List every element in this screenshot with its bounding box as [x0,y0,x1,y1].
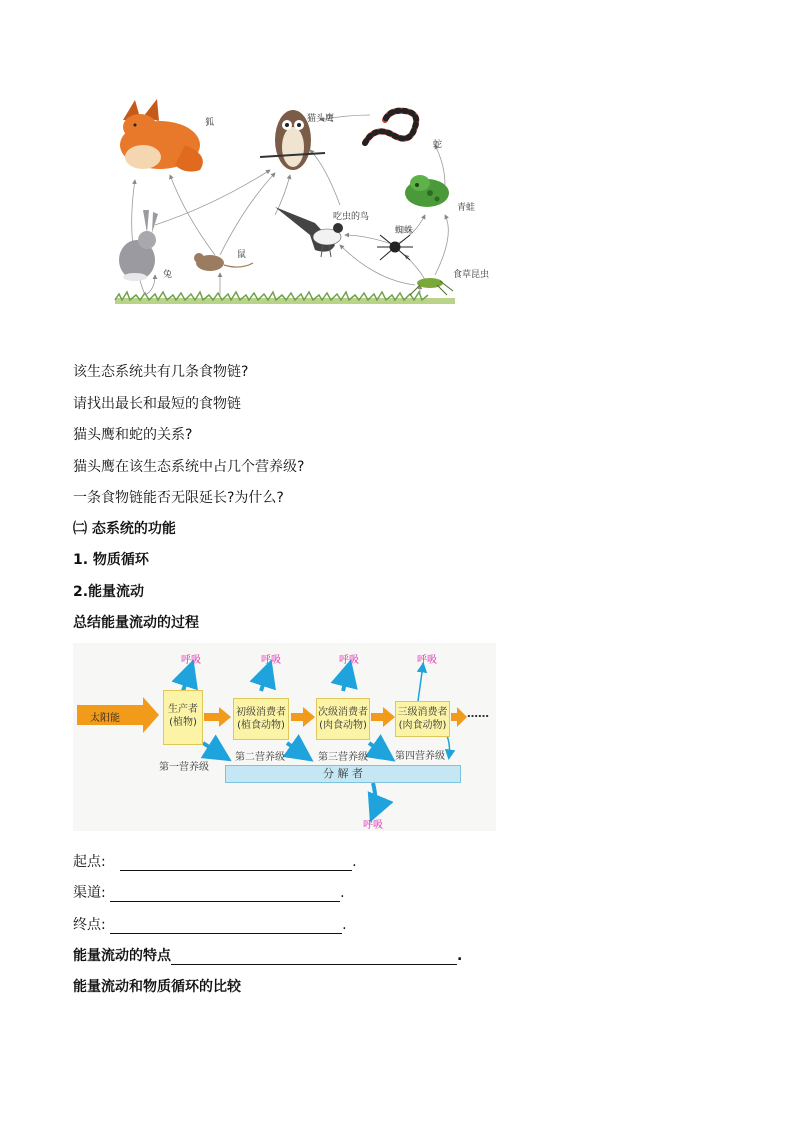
end-line [73,914,347,934]
feature-line [73,945,462,965]
spider-label: 蜘蛛 [395,226,414,236]
feature-blank[interactable] [171,950,457,965]
end-end: . [342,917,347,933]
decomposer-bar [225,765,461,783]
respiration-label-1: 呼吸 [181,655,201,666]
fox-label: 狐 [205,118,215,128]
snake-image [365,111,416,143]
respiration-label-5: 呼吸 [363,820,383,831]
mouse-label: 鼠 [237,250,247,260]
owl-label: 猫头鹰 [307,114,335,124]
feature-end: . [457,948,463,964]
respiration-label-3: 呼吸 [339,655,359,666]
primary-consumer-name: 初级消费者 [236,707,286,718]
tertiary-consumer-box [395,701,450,737]
feature-label: 能量流动的特点 [73,948,171,964]
subsection-energy-flow: 2.能量流动 [73,584,145,600]
channel-line [73,882,345,902]
secondary-consumer-box [316,698,370,740]
food-web-figure [75,95,495,310]
channel-label: 渠道: [73,885,106,901]
secondary-consumer-name: 次级消费者 [318,707,368,718]
insect-label: 食草昆虫 [453,270,490,280]
decomposer-label: 分 解 者 [323,767,363,780]
end-blank[interactable] [110,919,342,934]
question-4: 猫头鹰在该生态系统中占几个营养级? [73,459,305,475]
energy-flow-diagram [73,643,496,831]
secondary-consumer-desc: (肉食动物) [319,720,367,731]
trophic-level-3: 第三营养级 [318,752,368,763]
producer-box [163,690,203,745]
trophic-level-4: 第四营养级 [395,751,445,762]
end-label: 终点: [73,917,106,933]
comparison-heading: 能量流动和物质循环的比较 [73,979,241,995]
start-line [73,851,357,871]
frog-label: 青蛙 [457,203,476,213]
channel-blank[interactable] [110,887,340,902]
fox-image [120,99,203,172]
section-heading: ㈡ 态系统的功能 [73,521,176,537]
producer-name: 生产者 [168,704,198,715]
sun-label: 太阳能 [90,713,120,724]
primary-consumer-desc: (植食动物) [237,720,285,731]
respiration-label-4: 呼吸 [417,655,437,666]
question-1: 该生态系统共有几条食物链? [73,364,249,380]
subsection-material-cycle: 1. 物质循环 [73,552,149,568]
producer-desc: (植物) [169,717,197,728]
grasshopper-image [410,278,453,295]
bird-label: 吃虫的鸟 [333,212,370,222]
snake-label: 蛇 [433,140,443,150]
question-2: 请找出最长和最短的食物链 [73,396,241,412]
tertiary-consumer-name: 三级消费者 [397,707,448,718]
ellipsis: …… [467,707,489,720]
respiration-label-2: 呼吸 [261,655,281,666]
trophic-level-2: 第二营养级 [235,752,285,763]
start-label: 起点: [73,854,106,870]
rabbit-image [119,210,158,281]
grass-strip [115,292,455,304]
question-5: 一条食物链能否无限延长?为什么? [73,490,284,506]
primary-consumer-box [233,698,289,740]
trophic-level-1: 第一营养级 [159,762,209,773]
rabbit-label: 兔 [163,270,173,280]
frog-image [405,175,449,207]
summary-heading: 总结能量流动的过程 [73,615,199,631]
tertiary-consumer-desc: (肉食动物) [398,720,447,731]
spider-image [377,235,413,260]
channel-end: . [340,885,345,901]
start-end: . [352,854,357,870]
start-blank[interactable] [120,856,352,871]
question-3: 猫头鹰和蛇的关系? [73,427,193,443]
